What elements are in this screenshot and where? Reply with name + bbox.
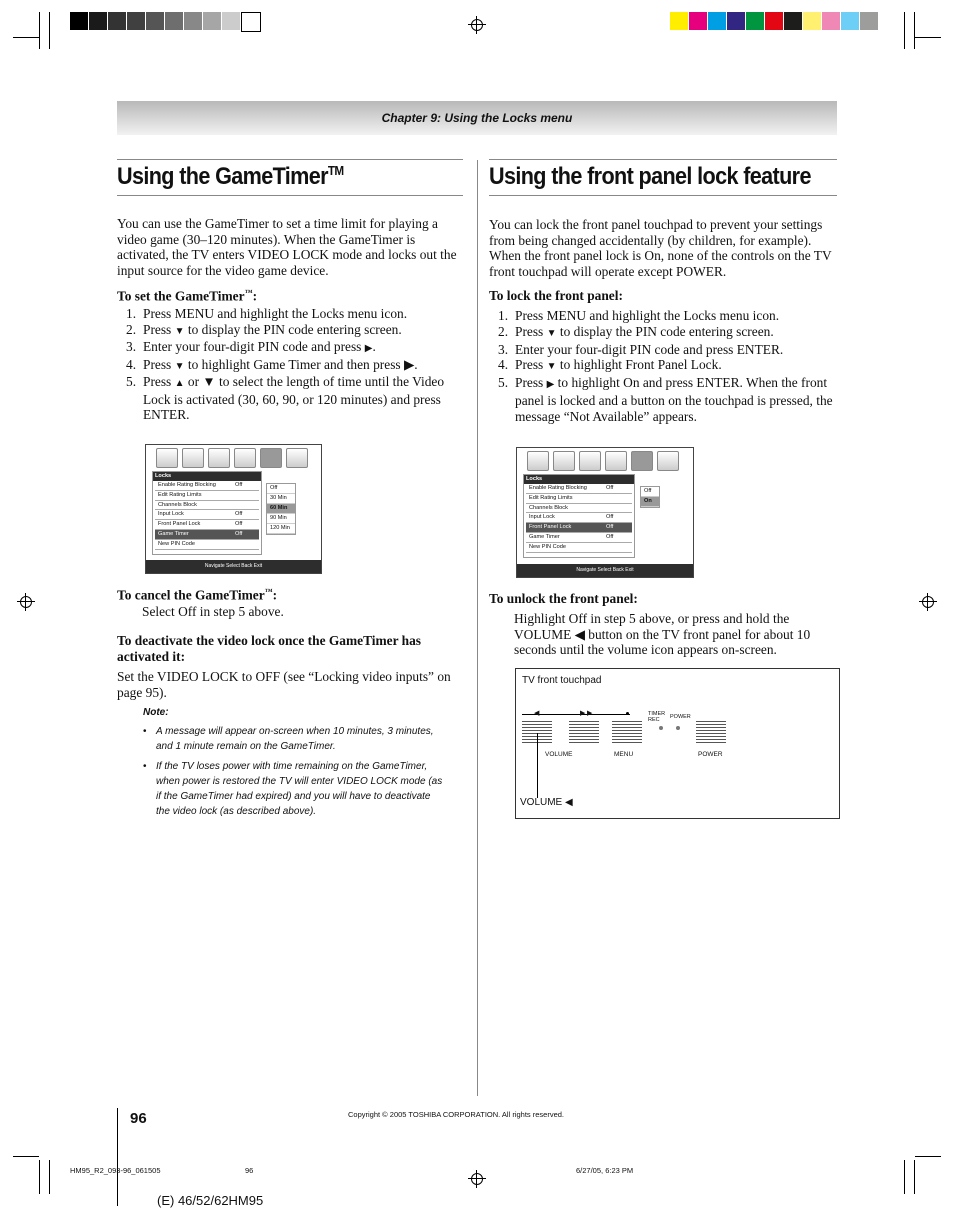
note-list — [143, 724, 443, 819]
menu-row-value: Off — [606, 485, 614, 491]
color-swatch — [841, 12, 859, 30]
crop-mark — [49, 1160, 50, 1194]
step-item: 1. Press MENU and highlight the Locks menu icon. — [126, 306, 408, 321]
chapter-title: Chapter 9: Using the Locks menu — [381, 111, 573, 125]
step-number: 2. — [498, 323, 509, 339]
color-swatch — [784, 12, 802, 30]
audio-menu-icon — [182, 448, 204, 468]
color-swatch — [708, 12, 726, 30]
applications-menu-icon — [286, 448, 308, 468]
gametimer-intro: You can use the GameTimer to set a time limit for playing a video game (30–120 minutes). When the GameTimer is activated, the TV enters VIDEO LOCK mode and locks out the input source for the video game device. — [117, 216, 457, 278]
menu-row — [155, 530, 259, 540]
menu-row — [155, 501, 259, 511]
option-item: 60 Min — [267, 504, 295, 514]
trademark: ™ — [264, 587, 273, 596]
title-rule — [117, 159, 463, 160]
menu-row — [155, 491, 259, 501]
color-swatch — [89, 12, 107, 30]
arrow-icon: ▼ — [174, 325, 185, 337]
slug-file: HM95_R2_093-96_061505 — [70, 1166, 161, 1175]
audio-menu-icon — [553, 451, 575, 471]
music-menu-icon — [579, 451, 601, 471]
arrow-icon: ▼ — [546, 361, 557, 373]
option-item: 30 Min — [267, 494, 295, 504]
unlock-text: Highlight Off in step 5 above, or press and hold the VOLUME ◀ button on the TV front panel for about 10 seconds until the volume icon appears on-screen. — [514, 611, 811, 657]
indicator-dot — [626, 712, 629, 715]
volume-up-arrow-icon: ▶ — [580, 710, 586, 717]
option-item: Off — [267, 484, 295, 494]
note-item: • A message will appear on-screen when 10 minutes, 3 minutes, and 1 minute remain on the GameTimer. — [143, 724, 443, 754]
option-item: On — [641, 497, 659, 507]
menu-row — [526, 533, 632, 543]
crop-mark — [39, 1160, 40, 1194]
crop-mark — [915, 37, 941, 38]
menu-row-label: Game Timer — [158, 530, 189, 537]
color-swatch — [689, 12, 707, 30]
menu-row-value: Off — [606, 524, 614, 531]
deactivate-text: Set the VIDEO LOCK to OFF (see “Locking video inputs” on page 95). — [117, 669, 451, 700]
menu-row-label: Edit Rating Limits — [158, 491, 202, 498]
step-item: 4. Press ▼ to highlight Front Panel Lock. — [498, 357, 722, 373]
menu-row-label: Channels Block — [158, 501, 197, 508]
column-divider — [477, 160, 478, 1096]
crop-mark — [915, 1156, 941, 1157]
locks-menu-title: Locks — [524, 475, 634, 484]
step-number: 5. — [126, 374, 137, 389]
picture-menu-icon — [527, 451, 549, 471]
color-swatch — [184, 12, 202, 30]
menu-row-value: Off — [235, 482, 243, 488]
heading-text: To set the GameTimer — [117, 288, 245, 304]
menu-row-value: Off — [606, 533, 614, 540]
step-number: 2. — [126, 321, 137, 337]
color-swatch — [241, 12, 261, 32]
menu-row-label: New PIN Code — [158, 540, 195, 547]
menu-row-label: Front Panel Lock — [158, 521, 201, 528]
step-item: 2. Press ▼ to display the PIN code entering screen. — [126, 321, 402, 337]
menu-label: MENU — [614, 751, 634, 758]
menu-row-label: Front Panel Lock — [529, 524, 572, 531]
menu-footer: Navigate Select Back Exit — [517, 564, 693, 577]
unlock-front-panel-heading: To unlock the front panel: — [489, 591, 638, 606]
arrow-icon: ▼ — [546, 327, 557, 339]
registration-mark-icon — [919, 593, 937, 611]
step-number: 3. — [498, 341, 509, 357]
volume-up-button — [569, 721, 599, 743]
menu-row — [526, 523, 632, 533]
slug-date: 6/27/05, 6:23 PM — [576, 1166, 634, 1175]
arrow-icon: ▶ — [364, 343, 373, 354]
color-swatch — [670, 12, 688, 30]
crop-mark — [13, 37, 39, 38]
touchpad-diagram — [515, 668, 840, 819]
step-item: 1. Press MENU and highlight the Locks menu icon. — [498, 308, 780, 323]
option-item: Off — [641, 487, 659, 497]
trademark: TM — [327, 163, 344, 178]
option-item: 90 Min — [267, 514, 295, 524]
color-swatch — [803, 12, 821, 30]
menu-row-label: Enable Rating Blocking — [529, 485, 587, 491]
crop-mark — [904, 1160, 905, 1194]
model-number: (E) 46/52/62HM95 — [157, 1193, 264, 1208]
step-item: 3. Enter your four-digit PIN code and press ENTER. — [498, 341, 784, 357]
step-item: 5. Press ▶ to highlight On and press ENTER. When the front panel is locked and a button on the touchpad is pressed, the message “Not Available” appears. — [498, 375, 833, 424]
color-swatch — [165, 12, 183, 30]
front-panel-steps — [489, 308, 837, 425]
colon: : — [252, 288, 258, 304]
page-number-rule — [117, 1108, 118, 1206]
title-rule — [489, 159, 837, 160]
color-swatch — [727, 12, 745, 30]
volume-callout: VOLUME ◀ — [520, 797, 573, 808]
color-swatch — [70, 12, 88, 30]
locks-menu — [523, 474, 635, 558]
power-led-icon — [676, 726, 680, 730]
page-number: 96 — [130, 1110, 147, 1127]
menu-row — [155, 510, 259, 520]
arrow-icon: ▶ — [546, 379, 555, 391]
page-title-gametimer — [117, 163, 344, 191]
timer-led-icon — [659, 726, 663, 730]
power-label: POWER — [698, 751, 723, 758]
menu-row-label: New PIN Code — [529, 543, 566, 550]
step-number: 1. — [126, 306, 137, 321]
color-swatch — [822, 12, 840, 30]
menu-row-label: Channels Block — [529, 504, 568, 511]
slug-page: 96 — [245, 1166, 254, 1175]
locks-menu-title: Locks — [153, 472, 261, 481]
arrow-icon: ▲ — [174, 378, 185, 389]
front-panel-intro: You can lock the front panel touchpad to prevent your settings from being changed accidentally (by children, for example). When the front panel lock is On, none of the controls on the TV front touchpad will operate except POWER. — [489, 217, 832, 279]
lock-menu-icon — [631, 451, 653, 471]
menu-row — [526, 494, 632, 504]
menu-row-label: Enable Rating Blocking — [158, 482, 216, 488]
menu-row-label: Game Timer — [529, 533, 560, 540]
menu-row-value: Off — [235, 511, 243, 518]
volume-down-arrow-icon: ◀ — [534, 710, 540, 717]
menu-row-value: Off — [235, 530, 243, 537]
menu-row-value: Off — [606, 514, 614, 521]
color-swatch — [860, 12, 878, 30]
menu-row — [526, 513, 632, 523]
menu-footer: Navigate Select Back Exit — [146, 560, 321, 573]
note-label: Note: — [143, 707, 169, 718]
color-swatch — [222, 12, 240, 30]
step-number: 3. — [126, 339, 137, 354]
locks-menu-rows — [524, 484, 634, 553]
color-swatch — [146, 12, 164, 30]
color-swatch — [765, 12, 783, 30]
gametimer-steps — [117, 306, 447, 423]
color-swatch — [127, 12, 145, 30]
crop-mark — [49, 12, 50, 49]
applications-menu-icon — [657, 451, 679, 471]
menu-row — [526, 484, 632, 494]
locks-menu-rows — [153, 481, 261, 550]
menu-row-label: Edit Rating Limits — [529, 494, 573, 501]
locks-menu — [152, 471, 262, 555]
set-gametimer-heading — [117, 285, 457, 304]
step-item: 5. Press ▲ or ▼ to select the length of time until the Video Lock is activated (30, 60, 90, or 120 minutes) and press ENTER. — [126, 374, 445, 422]
step-item: 4. Press ▼ to highlight Game Timer and then press ▶. — [126, 356, 418, 372]
music-menu-icon — [208, 448, 230, 468]
color-swatch — [203, 12, 221, 30]
menu-row — [526, 543, 632, 553]
crop-mark — [904, 12, 905, 49]
setup-menu-icon — [234, 448, 256, 468]
menu-row-value: Off — [235, 521, 243, 528]
step-item: 2. Press ▼ to display the PIN code entering screen. — [498, 323, 774, 339]
lock-options — [640, 486, 660, 508]
chapter-header — [117, 101, 837, 135]
title-rule — [117, 195, 463, 196]
color-swatch — [746, 12, 764, 30]
callout-line — [537, 733, 538, 798]
registration-mark-icon — [17, 593, 35, 611]
lock-front-panel-heading: To lock the front panel: — [489, 288, 623, 303]
cancel-gametimer-heading — [117, 584, 457, 603]
menu-row — [155, 520, 259, 530]
touchpad-caption: TV front touchpad — [522, 675, 602, 686]
menu-row — [155, 481, 259, 491]
crop-mark — [914, 1160, 915, 1194]
power-button — [696, 721, 726, 743]
registration-mark-icon — [468, 1170, 486, 1188]
colon: : — [272, 587, 278, 603]
menu-row — [526, 504, 632, 514]
menu-row-label: Input Lock — [529, 514, 555, 521]
color-swatch — [108, 12, 126, 30]
registration-mark-icon — [468, 16, 486, 34]
crop-mark — [39, 12, 40, 49]
locks-menu-screenshot — [516, 447, 694, 578]
page-title-front-panel-lock: Using the front panel lock feature — [489, 163, 811, 190]
note-block — [143, 705, 443, 824]
timer-rec-label: TIMER REC — [648, 711, 666, 723]
volume-label: VOLUME — [545, 751, 573, 758]
crop-mark — [13, 1156, 39, 1157]
arrow-icon: ▼ — [174, 360, 185, 372]
step-number: 5. — [498, 375, 509, 391]
step-number: 4. — [498, 357, 509, 373]
step-number: 1. — [498, 308, 509, 323]
heading-text: To cancel the GameTimer — [117, 587, 265, 603]
step-number: 4. — [126, 356, 137, 372]
deactivate-heading: To deactivate the video lock once the GameTimer has activated it: — [117, 633, 421, 664]
timer-options — [266, 483, 296, 535]
step-item: 3. Enter your four-digit PIN code and press ▶. — [126, 339, 376, 354]
picture-menu-icon — [156, 448, 178, 468]
trademark: ™ — [244, 288, 253, 297]
locks-menu-screenshot — [145, 444, 322, 574]
lock-menu-icon — [260, 448, 282, 468]
title-rule — [489, 195, 837, 196]
menu-row — [155, 540, 259, 550]
crop-mark — [914, 12, 915, 49]
note-item: • If the TV loses power with time remaining on the GameTimer, when power is restored the TV will enter VIDEO LOCK mode (as if the GameTimer had expired) and you will have to deactivate the video lock (as described above). — [143, 759, 443, 819]
copyright: Copyright © 2005 TOSHIBA CORPORATION. All rights reserved. — [348, 1110, 565, 1119]
cancel-text: Select Off in step 5 above. — [142, 604, 284, 619]
menu-arrow-icon: ▶ — [587, 710, 593, 717]
setup-menu-icon — [605, 451, 627, 471]
title-text: Using the GameTimer — [117, 163, 328, 190]
option-item: 120 Min — [267, 524, 295, 534]
menu-row-label: Input Lock — [158, 511, 184, 518]
power-led-label: POWER — [670, 714, 691, 720]
menu-button — [612, 721, 642, 743]
